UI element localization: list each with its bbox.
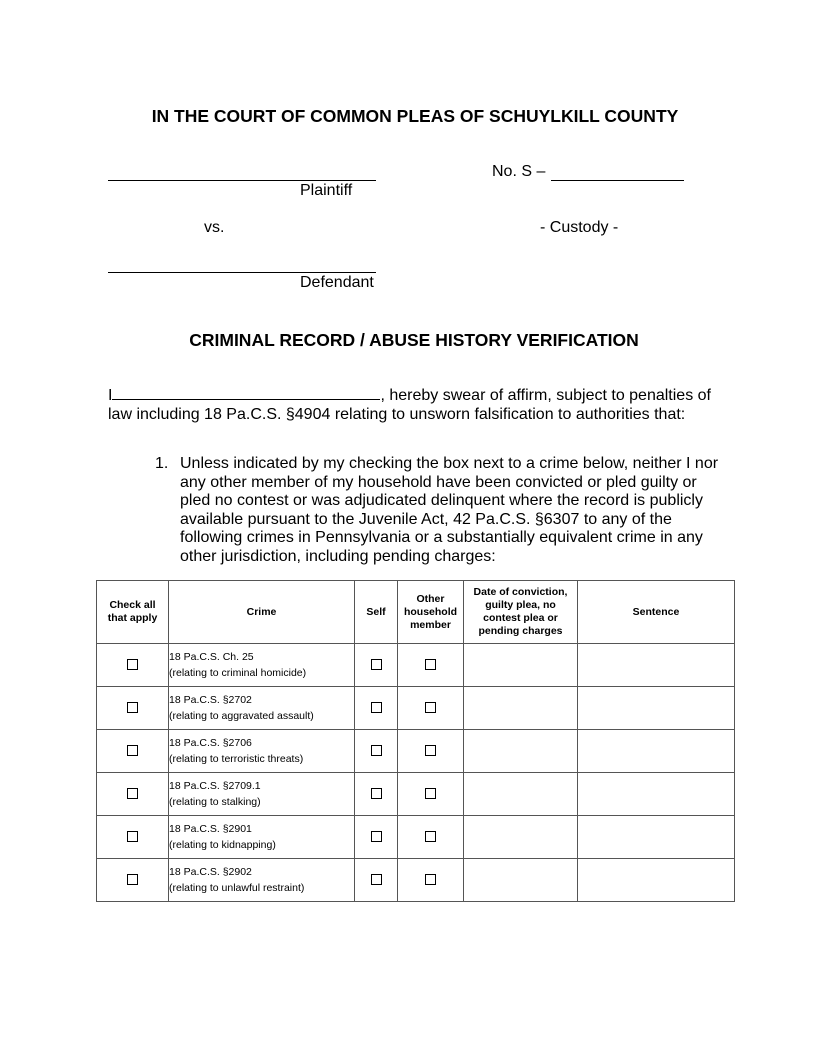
header-self: Self: [355, 581, 398, 644]
check-all-checkbox[interactable]: [127, 659, 138, 670]
court-heading: IN THE COURT OF COMMON PLEAS OF SCHUYLKILL COUNTY: [151, 106, 679, 126]
other-household-checkbox[interactable]: [425, 788, 436, 799]
check-cell: [97, 644, 169, 687]
crime-cell: [169, 859, 355, 902]
crime-cell: [169, 644, 355, 687]
other-cell: [398, 687, 464, 730]
check-all-checkbox[interactable]: [127, 874, 138, 885]
table-row: [97, 773, 735, 816]
date-cell[interactable]: [464, 859, 578, 902]
self-cell: [355, 730, 398, 773]
header-other-household-member: Other household member: [398, 581, 464, 644]
crime-statute: 18 Pa.C.S. §2901: [169, 823, 252, 835]
date-cell[interactable]: [464, 687, 578, 730]
table-row: [97, 730, 735, 773]
table-row: [97, 644, 735, 687]
crime-description: (relating to terroristic threats): [169, 753, 304, 765]
other-cell: [398, 859, 464, 902]
other-cell: [398, 730, 464, 773]
crime-cell: [169, 687, 355, 730]
self-cell: [355, 687, 398, 730]
item-text-line: available pursuant to the Juvenile Act, 42 Pa.C.S. §6307 to any of the: [180, 510, 672, 528]
crime-description: (relating to stalking): [169, 796, 261, 808]
check-cell: [97, 816, 169, 859]
other-cell: [398, 816, 464, 859]
check-cell: [97, 773, 169, 816]
date-cell[interactable]: [464, 773, 578, 816]
item-text-line: Unless indicated by my checking the box next to a crime below, neither I nor: [180, 455, 719, 472]
crime-statute: 18 Pa.C.S. Ch. 25: [169, 651, 254, 663]
self-cell: [355, 816, 398, 859]
sentence-cell[interactable]: [578, 644, 735, 687]
other-cell: [398, 773, 464, 816]
other-household-checkbox[interactable]: [425, 659, 436, 670]
header-sentence: Sentence: [578, 581, 735, 644]
header-date: Date of conviction, guilty plea, no contest plea or pending charges: [464, 581, 578, 644]
check-all-checkbox[interactable]: [127, 831, 138, 842]
vs-label: vs.: [204, 219, 225, 236]
defendant-name-line[interactable]: [108, 272, 376, 273]
self-cell: [355, 859, 398, 902]
self-checkbox[interactable]: [371, 831, 382, 842]
self-checkbox[interactable]: [371, 745, 382, 756]
header-crime: Crime: [169, 581, 355, 644]
date-cell[interactable]: [464, 730, 578, 773]
other-household-checkbox[interactable]: [425, 831, 436, 842]
other-household-checkbox[interactable]: [425, 702, 436, 713]
date-cell[interactable]: [464, 644, 578, 687]
item-text: [180, 455, 730, 566]
defendant-label: Defendant: [300, 274, 374, 291]
plaintiff-name-line[interactable]: [108, 180, 376, 181]
affiant-name-line[interactable]: [112, 385, 380, 400]
crime-description: (relating to kidnapping): [169, 839, 276, 851]
check-cell: [97, 687, 169, 730]
case-number-label: No. S –: [492, 163, 546, 180]
affirmation-line2: law including 18 Pa.C.S. §4904 relating to unsworn falsification to authorities that:: [108, 406, 686, 423]
sentence-cell[interactable]: [578, 859, 735, 902]
other-cell: [398, 644, 464, 687]
form-title: CRIMINAL RECORD / ABUSE HISTORY VERIFICATION: [189, 330, 639, 350]
other-household-checkbox[interactable]: [425, 745, 436, 756]
affirmation-prefix: I: [108, 387, 113, 404]
sentence-cell[interactable]: [578, 730, 735, 773]
check-all-checkbox[interactable]: [127, 745, 138, 756]
crime-statute: 18 Pa.C.S. §2706: [169, 737, 252, 749]
item-text-line: other jurisdiction, including pending charges:: [180, 547, 496, 565]
item-text-line: any other member of my household have been convicted or pled guilty or: [180, 473, 697, 491]
case-type-label: - Custody -: [540, 219, 619, 236]
crime-description: (relating to aggravated assault): [169, 710, 314, 722]
check-cell: [97, 730, 169, 773]
table-row: [97, 687, 735, 730]
self-checkbox[interactable]: [371, 874, 382, 885]
check-all-checkbox[interactable]: [127, 702, 138, 713]
crime-cell: [169, 773, 355, 816]
sentence-cell[interactable]: [578, 816, 735, 859]
self-checkbox[interactable]: [371, 788, 382, 799]
crime-cell: [169, 730, 355, 773]
table-row: [97, 816, 735, 859]
crime-statute: 18 Pa.C.S. §2709.1: [169, 780, 261, 792]
crime-statute: 18 Pa.C.S. §2702: [169, 694, 252, 706]
affirmation-paragraph: [108, 385, 748, 424]
item-text-line: following crimes in Pennsylvania or a substantially equivalent crime in any: [180, 529, 703, 546]
self-checkbox[interactable]: [371, 702, 382, 713]
item-text-line: pled no contest or was adjudicated delinquent where the record is publicly: [180, 492, 703, 509]
self-cell: [355, 773, 398, 816]
other-household-checkbox[interactable]: [425, 874, 436, 885]
case-number-line[interactable]: [551, 180, 684, 181]
crime-cell: [169, 816, 355, 859]
header-check-all: Check all that apply: [97, 581, 169, 644]
crime-description: (relating to criminal homicide): [169, 667, 307, 679]
item-number: 1.: [155, 455, 169, 472]
check-cell: [97, 859, 169, 902]
plaintiff-label: Plaintiff: [300, 182, 353, 199]
self-cell: [355, 644, 398, 687]
table-row: [97, 859, 735, 902]
date-cell[interactable]: [464, 816, 578, 859]
check-all-checkbox[interactable]: [127, 788, 138, 799]
self-checkbox[interactable]: [371, 659, 382, 670]
crime-statute: 18 Pa.C.S. §2902: [169, 866, 252, 878]
crimes-table: [96, 580, 735, 902]
affirmation-line1: , hereby swear of affirm, subject to penalties of: [380, 387, 711, 404]
sentence-cell[interactable]: [578, 773, 735, 816]
sentence-cell[interactable]: [578, 687, 735, 730]
crime-description: (relating to unlawful restraint): [169, 882, 305, 894]
table-header-row: [97, 581, 735, 644]
